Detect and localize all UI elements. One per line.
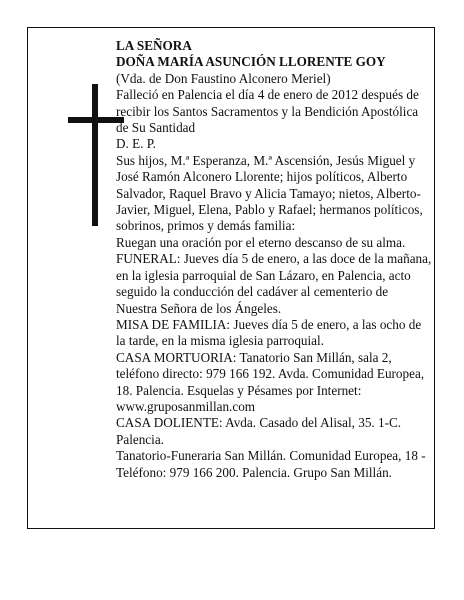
dep-line: D. E. P. [116,136,156,152]
family-paragraph: Sus hijos, M.ª Esperanza, M.ª Ascensión, Jesús Miguel y José Ramón Alconero Llorente; hijos políticos, Alberto Salvador, Raquel Bravo y Alicia Tamayo; nietos, Alberto-Javier, Miguel, Elena, Pablo y Rafael; hermanos políticos, sobrinos, primos y demás familia: [116,152,423,234]
funeral-home-paragraph: Tanatorio-Funeraria San Millán. Comunidad Europea, 18 - Teléfono: 979 166 200. Palencia. Grupo San Millán. [116,448,426,480]
mortuary-paragraph: CASA MORTUORIA: Tanatorio San Millán, sala 2, teléfono directo: 979 166 192. Avda. Comunidad Europea, 18. Palencia. Esquelas y Pésames por Internet: www.gruposanmillan.com [116,349,425,414]
death-paragraph: Falleció en Palencia el día 4 de enero de 2012 después de recibir los Santos Sacramentos y la Bendición Apostólica de Su Santidad [116,87,419,136]
home-paragraph: CASA DOLIENTE: Avda. Casado del Alisal, 35. 1-C. Palencia. [116,415,402,447]
obituary-text [116,38,432,481]
title-line: LA SEÑORA [116,38,192,53]
prayer-paragraph: Ruegan una oración por el eterno descanso de su alma. [116,234,406,250]
cross-vertical-bar [92,84,98,226]
mass-paragraph: MISA DE FAMILIA: Jueves día 5 de enero, a las ocho de la tarde, en la misma iglesia parroquial. [116,316,422,349]
widow-line: (Vda. de Don Faustino Alconero Meriel) [116,70,331,86]
funeral-paragraph: FUNERAL: Jueves día 5 de enero, a las doce de la mañana, en la iglesia parroquial de San Lázaro, en Palencia, acto seguido la conducción del cadáver al cementerio de Nuestra Señora de los Ángeles. [116,251,432,316]
deceased-name: DOÑA MARÍA ASUNCIÓN LLORENTE GOY [116,54,386,70]
